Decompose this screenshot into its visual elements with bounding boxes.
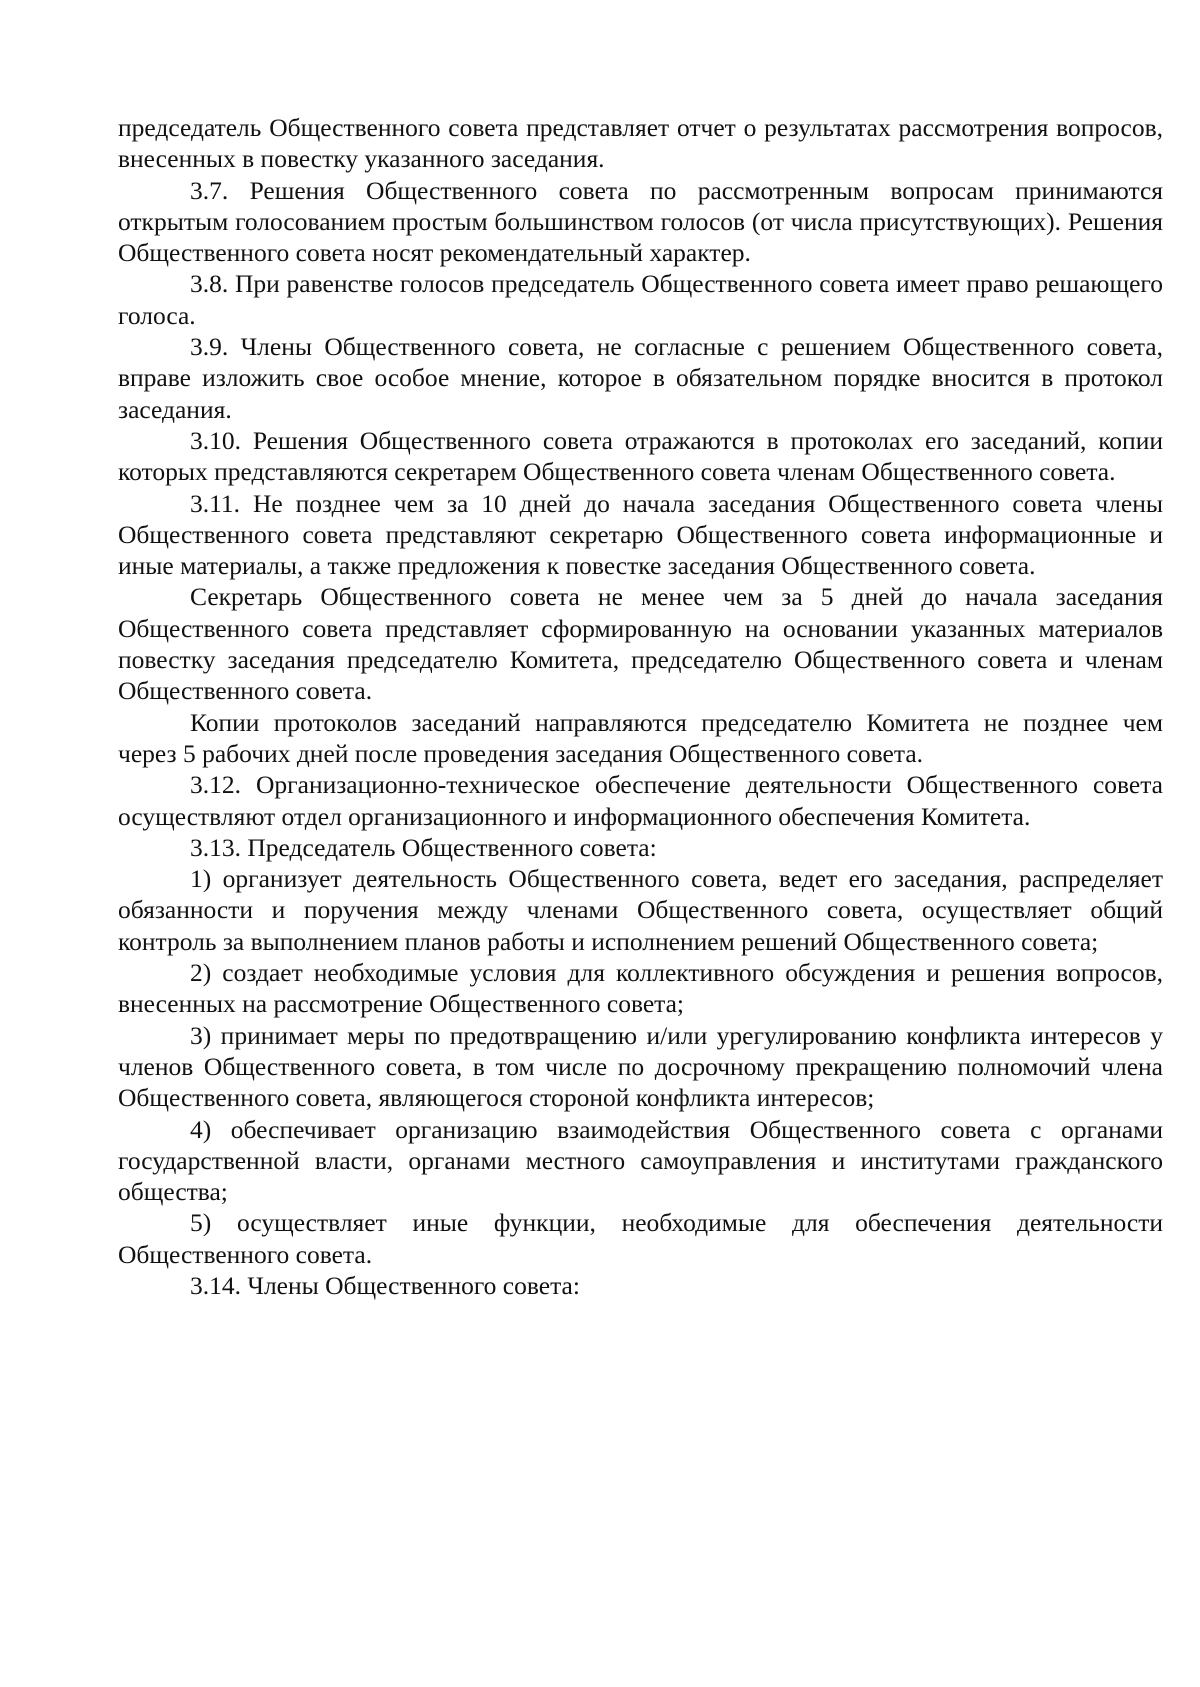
paragraph-3-14: 3.14. Члены Общественного совета: <box>190 1270 580 1300</box>
paragraph-3-13: 3.13. Председатель Общественного совета: <box>190 832 657 862</box>
list-item-5: 5) осуществляет иные функции, необходимые для обеспечения деятельности Общественного совета. <box>118 1208 1163 1269</box>
document-body <box>118 112 1163 1301</box>
paragraph-3-8: 3.8. При равенстве голосов председатель Общественного совета имеет право решающего голоса. <box>118 269 1163 330</box>
list-item-1: 1) организует деятельность Общественного совета, ведет его заседания, распределяет обязанности и поручения между членами Общественного совета, осуществляет общий контроль за выполнением планов работы и исполнением решений Общественного совета; <box>118 864 1163 956</box>
paragraph-3-11: 3.11. Не позднее чем за 10 дней до начала заседания Общественного совета члены Общественного совета представляют секретарю Общественного совета информационные и иные материалы, а также предложения к повестке заседания Общественного совета. <box>118 488 1163 581</box>
list-item-2: 2) создает необходимые условия для коллективного обсуждения и решения вопросов, внесенных на рассмотрение Общественного совета; <box>118 958 1163 1019</box>
list-item-4: 4) обеспечивает организацию взаимодействия Общественного совета с органами государственной власти, органами местного самоуправления и институтами гражданского общества; <box>118 1114 1163 1207</box>
paragraph-3-7: 3.7. Решения Общественного совета по рассмотренным вопросам принимаются открытым голосованием простым большинством голосов (от числа присутствующих). Решения Общественного совета носят рекомендательный характер. <box>118 175 1163 268</box>
paragraph-3-12: 3.12. Организационно-техническое обеспечение деятельности Общественного совета осуществляют отдел организационного и информационного обеспечения Комитета. <box>118 770 1163 831</box>
paragraph-3-10: 3.10. Решения Общественного совета отражаются в протоколах его заседаний, копии которых представляются секретарем Общественного совета членам Общественного совета. <box>118 425 1163 487</box>
paragraph-continuation: председатель Общественного совета представляет отчет о результатах рассмотрения вопросов, внесенных в повестку указанного заседания. <box>118 113 1163 174</box>
paragraph-3-9: 3.9. Члены Общественного совета, не согласные с решением Общественного совета, вправе изложить свое особое мнение, которое в обязательном порядке вносится в протокол заседания. <box>118 332 1163 424</box>
paragraph-secretary: Секретарь Общественного совета не менее чем за 5 дней до начала заседания Общественного совета представляет сформированную на основании указанных материалов повестку заседания председателю Комитета, председателю Общественного совета и членам Общественного совета. <box>118 582 1163 706</box>
list-item-3: 3) принимает меры по предотвращению и/или урегулированию конфликта интересов у членов Общественного совета, в том числе по досрочному прекращению полномочий члена Общественного совета, являющегося стороной конфликта интересов; <box>118 1020 1163 1113</box>
paragraph-protocol-copies: Копии протоколов заседаний направляются председателю Комитета не позднее чем через 5 рабочих дней после проведения заседания Общественного совета. <box>118 707 1163 768</box>
